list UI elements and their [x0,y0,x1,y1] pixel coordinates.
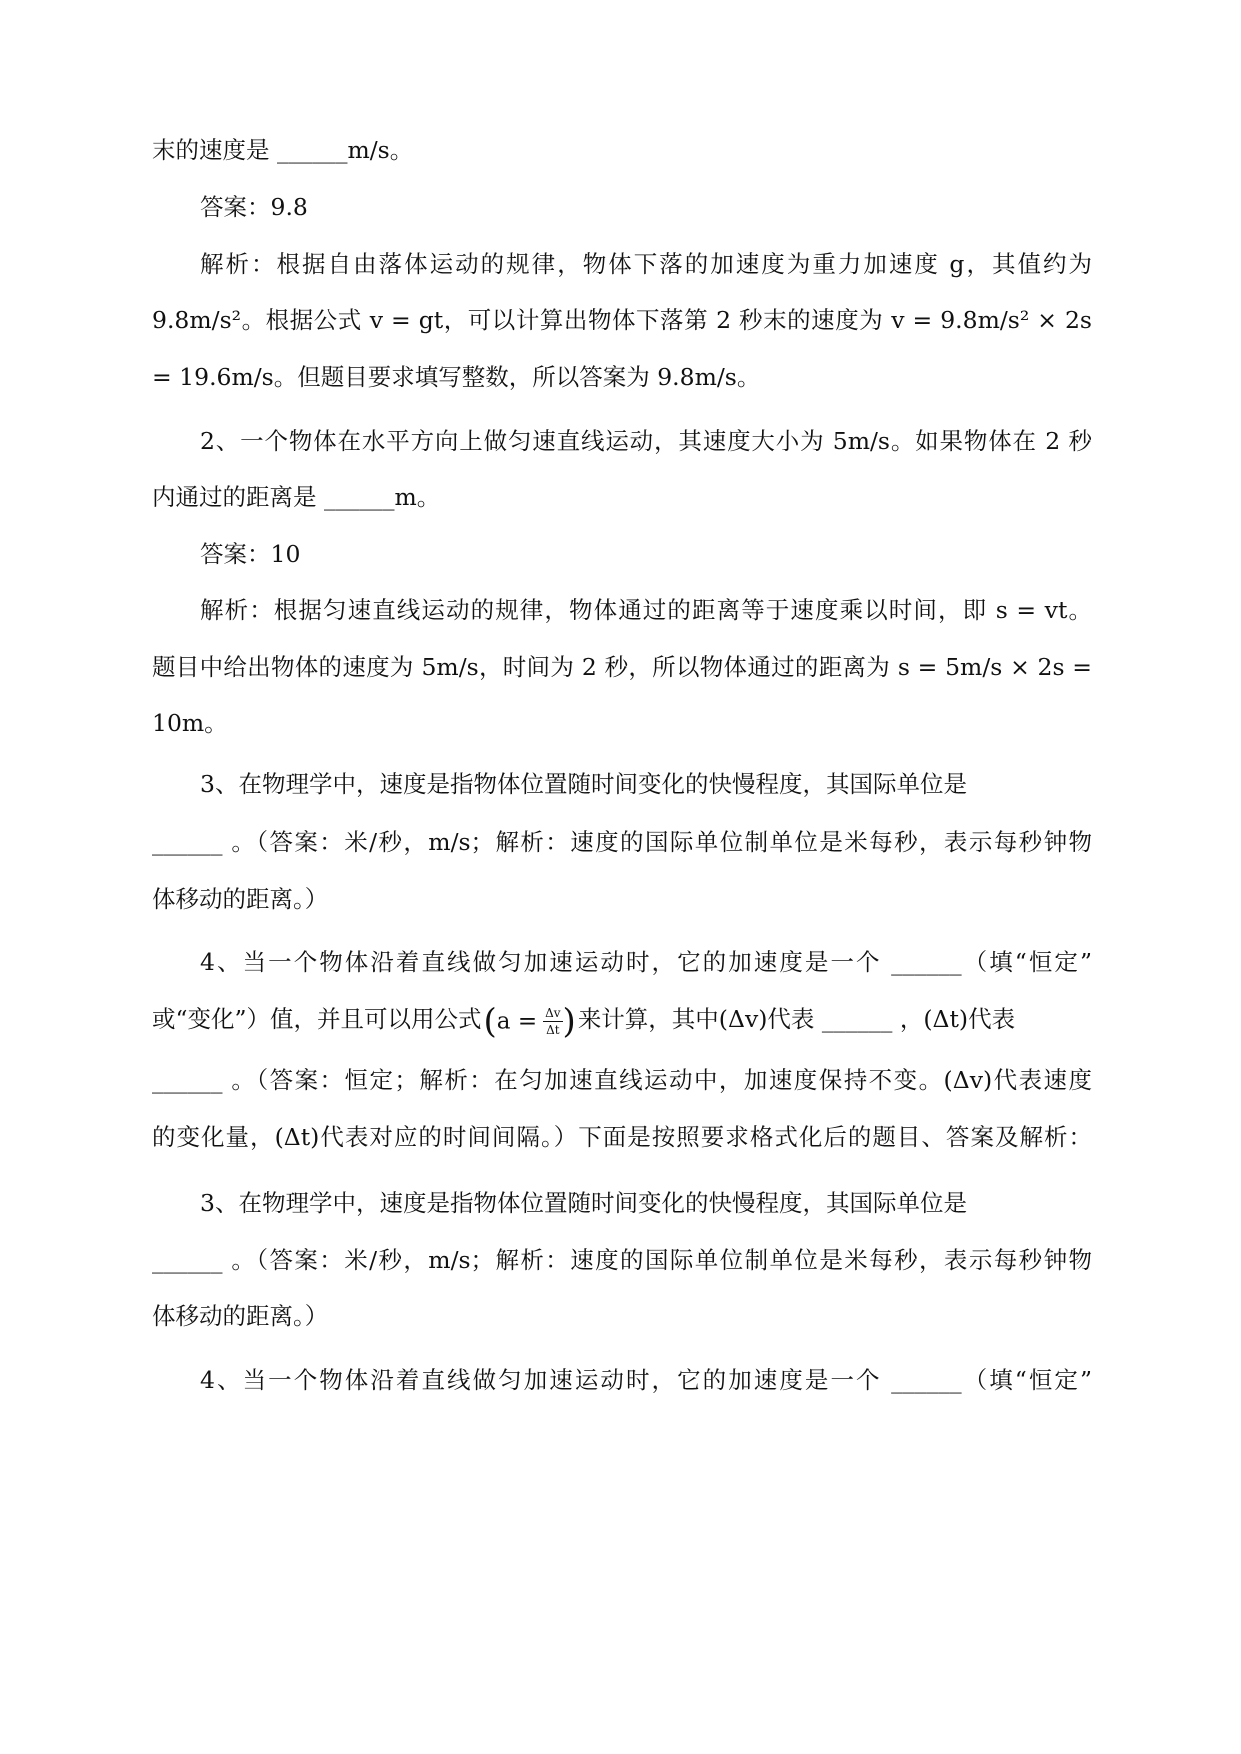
formula-paren: ( [483,1001,497,1042]
text-line: = 19.6m/s。但题目要求填写整数，所以答案为 9.8m/s。 [152,363,761,391]
text-segment: 或“变化”）值，并且可以用公式 [152,1005,482,1033]
text-line: 题目中给出物体的速度为 5m/s，时间为 2 秒，所以物体通过的距离为 s = 5m/s × 2s = [152,653,1092,681]
answer-line: 答案：10 [200,540,301,568]
text-line: ______ 。（答案：恒定；解析：在匀加速直线运动中，加速度保持不变。(Δv)代表速度 [152,1066,1092,1094]
analysis-line: 解析：根据匀速直线运动的规律，物体通过的距离等于速度乘以时间，即 s = vt。 [200,596,1092,624]
text-line: 内通过的距离是 ______m。 [152,483,441,511]
text-line: ______ 。（答案：米/秒，m/s；解析：速度的国际单位制单位是米每秒，表示每秒钟物 [152,1246,1092,1274]
question-line: 4、当一个物体沿着直线做匀加速运动时，它的加速度是一个 ______（填“恒定” [200,1366,1092,1394]
formula-paren: ) [562,1001,576,1042]
formula-fraction [543,1007,562,1036]
formula-denominator: Δt [546,1022,560,1037]
text-line: 10m。 [152,709,228,737]
question-line: 2、一个物体在水平方向上做匀速直线运动，其速度大小为 5m/s。如果物体在 2 秒 [200,427,1092,455]
text-segment: 来计算，其中(Δv)代表 ______ ，(Δt)代表 [577,1005,1016,1033]
question-line: 3、在物理学中，速度是指物体位置随时间变化的快慢程度，其国际单位是 [200,1189,967,1217]
formula-line [152,999,1092,1041]
acceleration-formula [484,1000,576,1042]
text-line: 的变化量，(Δt)代表对应的时间间隔。）下面是按照要求格式化后的题目、答案及解析： [152,1123,1092,1151]
formula-numerator: Δv [545,1005,561,1020]
formula-lhs: a = [496,1008,538,1035]
question-line: 4、当一个物体沿着直线做匀加速运动时，它的加速度是一个 ______（填“恒定” [200,948,1092,976]
analysis-line: 解析：根据自由落体运动的规律，物体下落的加速度为重力加速度 g，其值约为 [200,250,1092,278]
question-line: 3、在物理学中，速度是指物体位置随时间变化的快慢程度，其国际单位是 [200,770,967,798]
text-line: 9.8m/s²。根据公式 v = gt，可以计算出物体下落第 2 秒末的速度为 v = 9.8m/s² × 2s [152,306,1092,334]
answer-line: 答案：9.8 [200,193,308,221]
text-line: 末的速度是 ______m/s。 [152,136,414,164]
text-line: ______ 。（答案：米/秒，m/s；解析：速度的国际单位制单位是米每秒，表示每秒钟物 [152,828,1092,856]
text-line: 体移动的距离。） [152,1302,329,1330]
text-line: 体移动的距离。） [152,885,329,913]
